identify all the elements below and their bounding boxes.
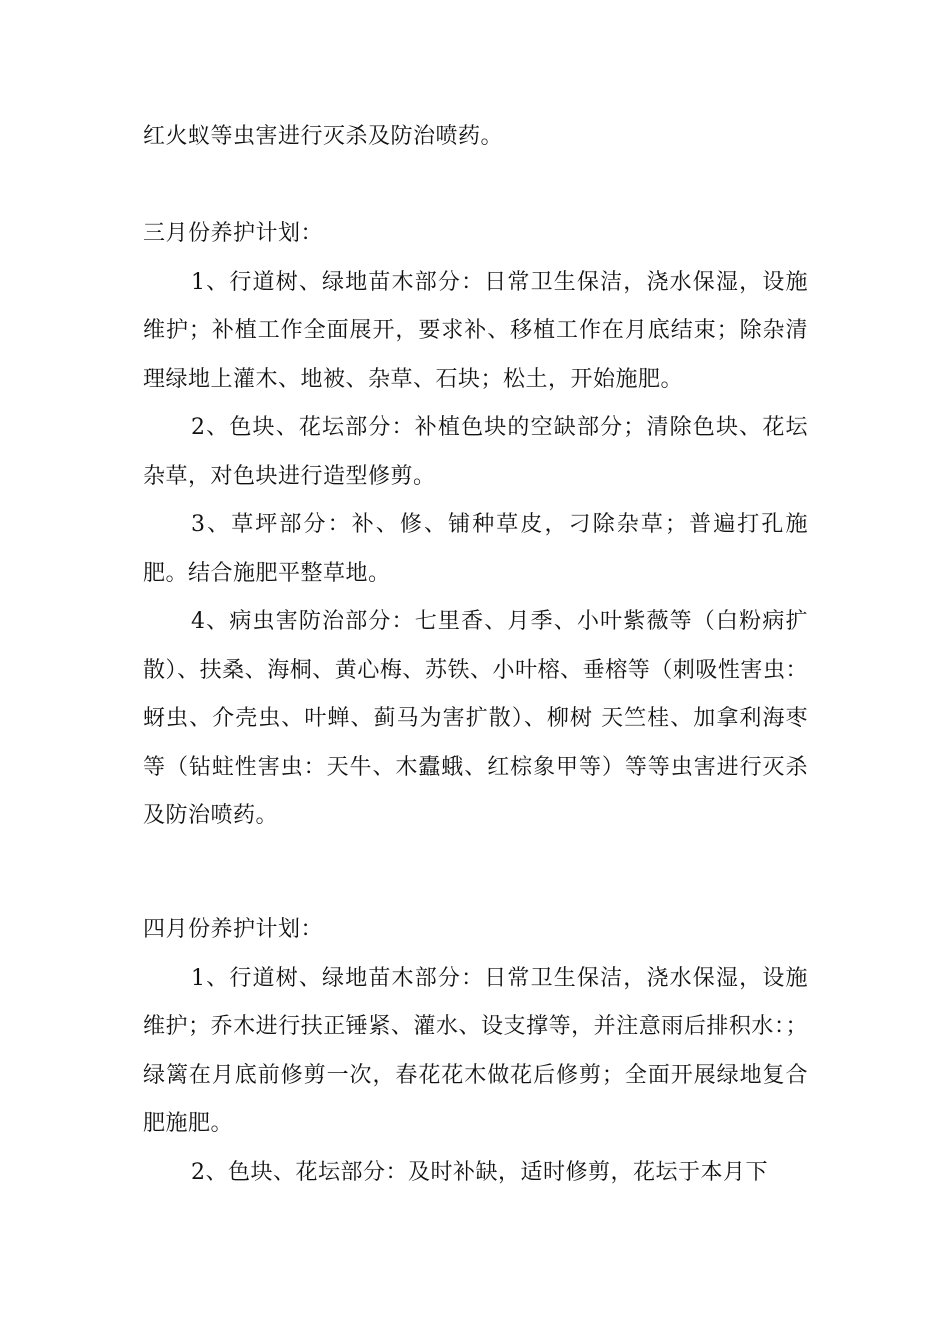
april-item-1: 1、行道树、绿地苗木部分：日常卫生保洁，浇水保湿，设施维护；乔木进行扶正锤紧、灌水、设支撑等，并注意雨后排积水：；绿篱在月底前修剪一次，春花花木做花后修剪；全面开展绿地复合肥施肥。 — [143, 965, 808, 1136]
april-plan-heading: 四月份养护计划： — [143, 917, 324, 942]
march-item-2: 2、色块、花坛部分：补植色块的空缺部分；清除色块、花坛杂草，对色块进行造型修剪。 — [143, 415, 808, 489]
march-item-3: 3、草坪部分：补、修、铺种草皮，刁除杂草；普遍打孔施肥。结合施肥平整草地。 — [143, 512, 808, 586]
march-plan-section — [143, 210, 808, 841]
march-item-4: 4、病虫害防治部分：七里香、月季、小叶紫薇等（白粉病扩散）、扶桑、海桐、黄心梅、苏铁、小叶榕、垂榕等（刺吸性害虫：蚜虫、介壳虫、叶蝉、蓟马为害扩散）、柳树 天竺桂、加拿利海枣等（钻蛀性害虫：天牛、木蠹蛾、红棕象甲等）等等虫害进行灭杀及防治喷药。 — [143, 609, 808, 828]
april-plan-section — [143, 906, 808, 1197]
april-item-2: 2、色块、花坛部分：及时补缺，适时修剪，花坛于本月下 — [191, 1159, 768, 1185]
march-plan-heading: 三月份养护计划： — [143, 221, 324, 246]
continuation-paragraph: 红火蚁等虫害进行灭杀及防治喷药。 — [143, 124, 504, 149]
march-item-1: 1、行道树、绿地苗木部分：日常卫生保洁，浇水保湿，设施维护；补植工作全面展开，要求补、移植工作在月底结束；除杂清理绿地上灌木、地被、杂草、石块；松土，开始施肥。 — [143, 269, 808, 392]
continuation-block — [143, 113, 808, 162]
